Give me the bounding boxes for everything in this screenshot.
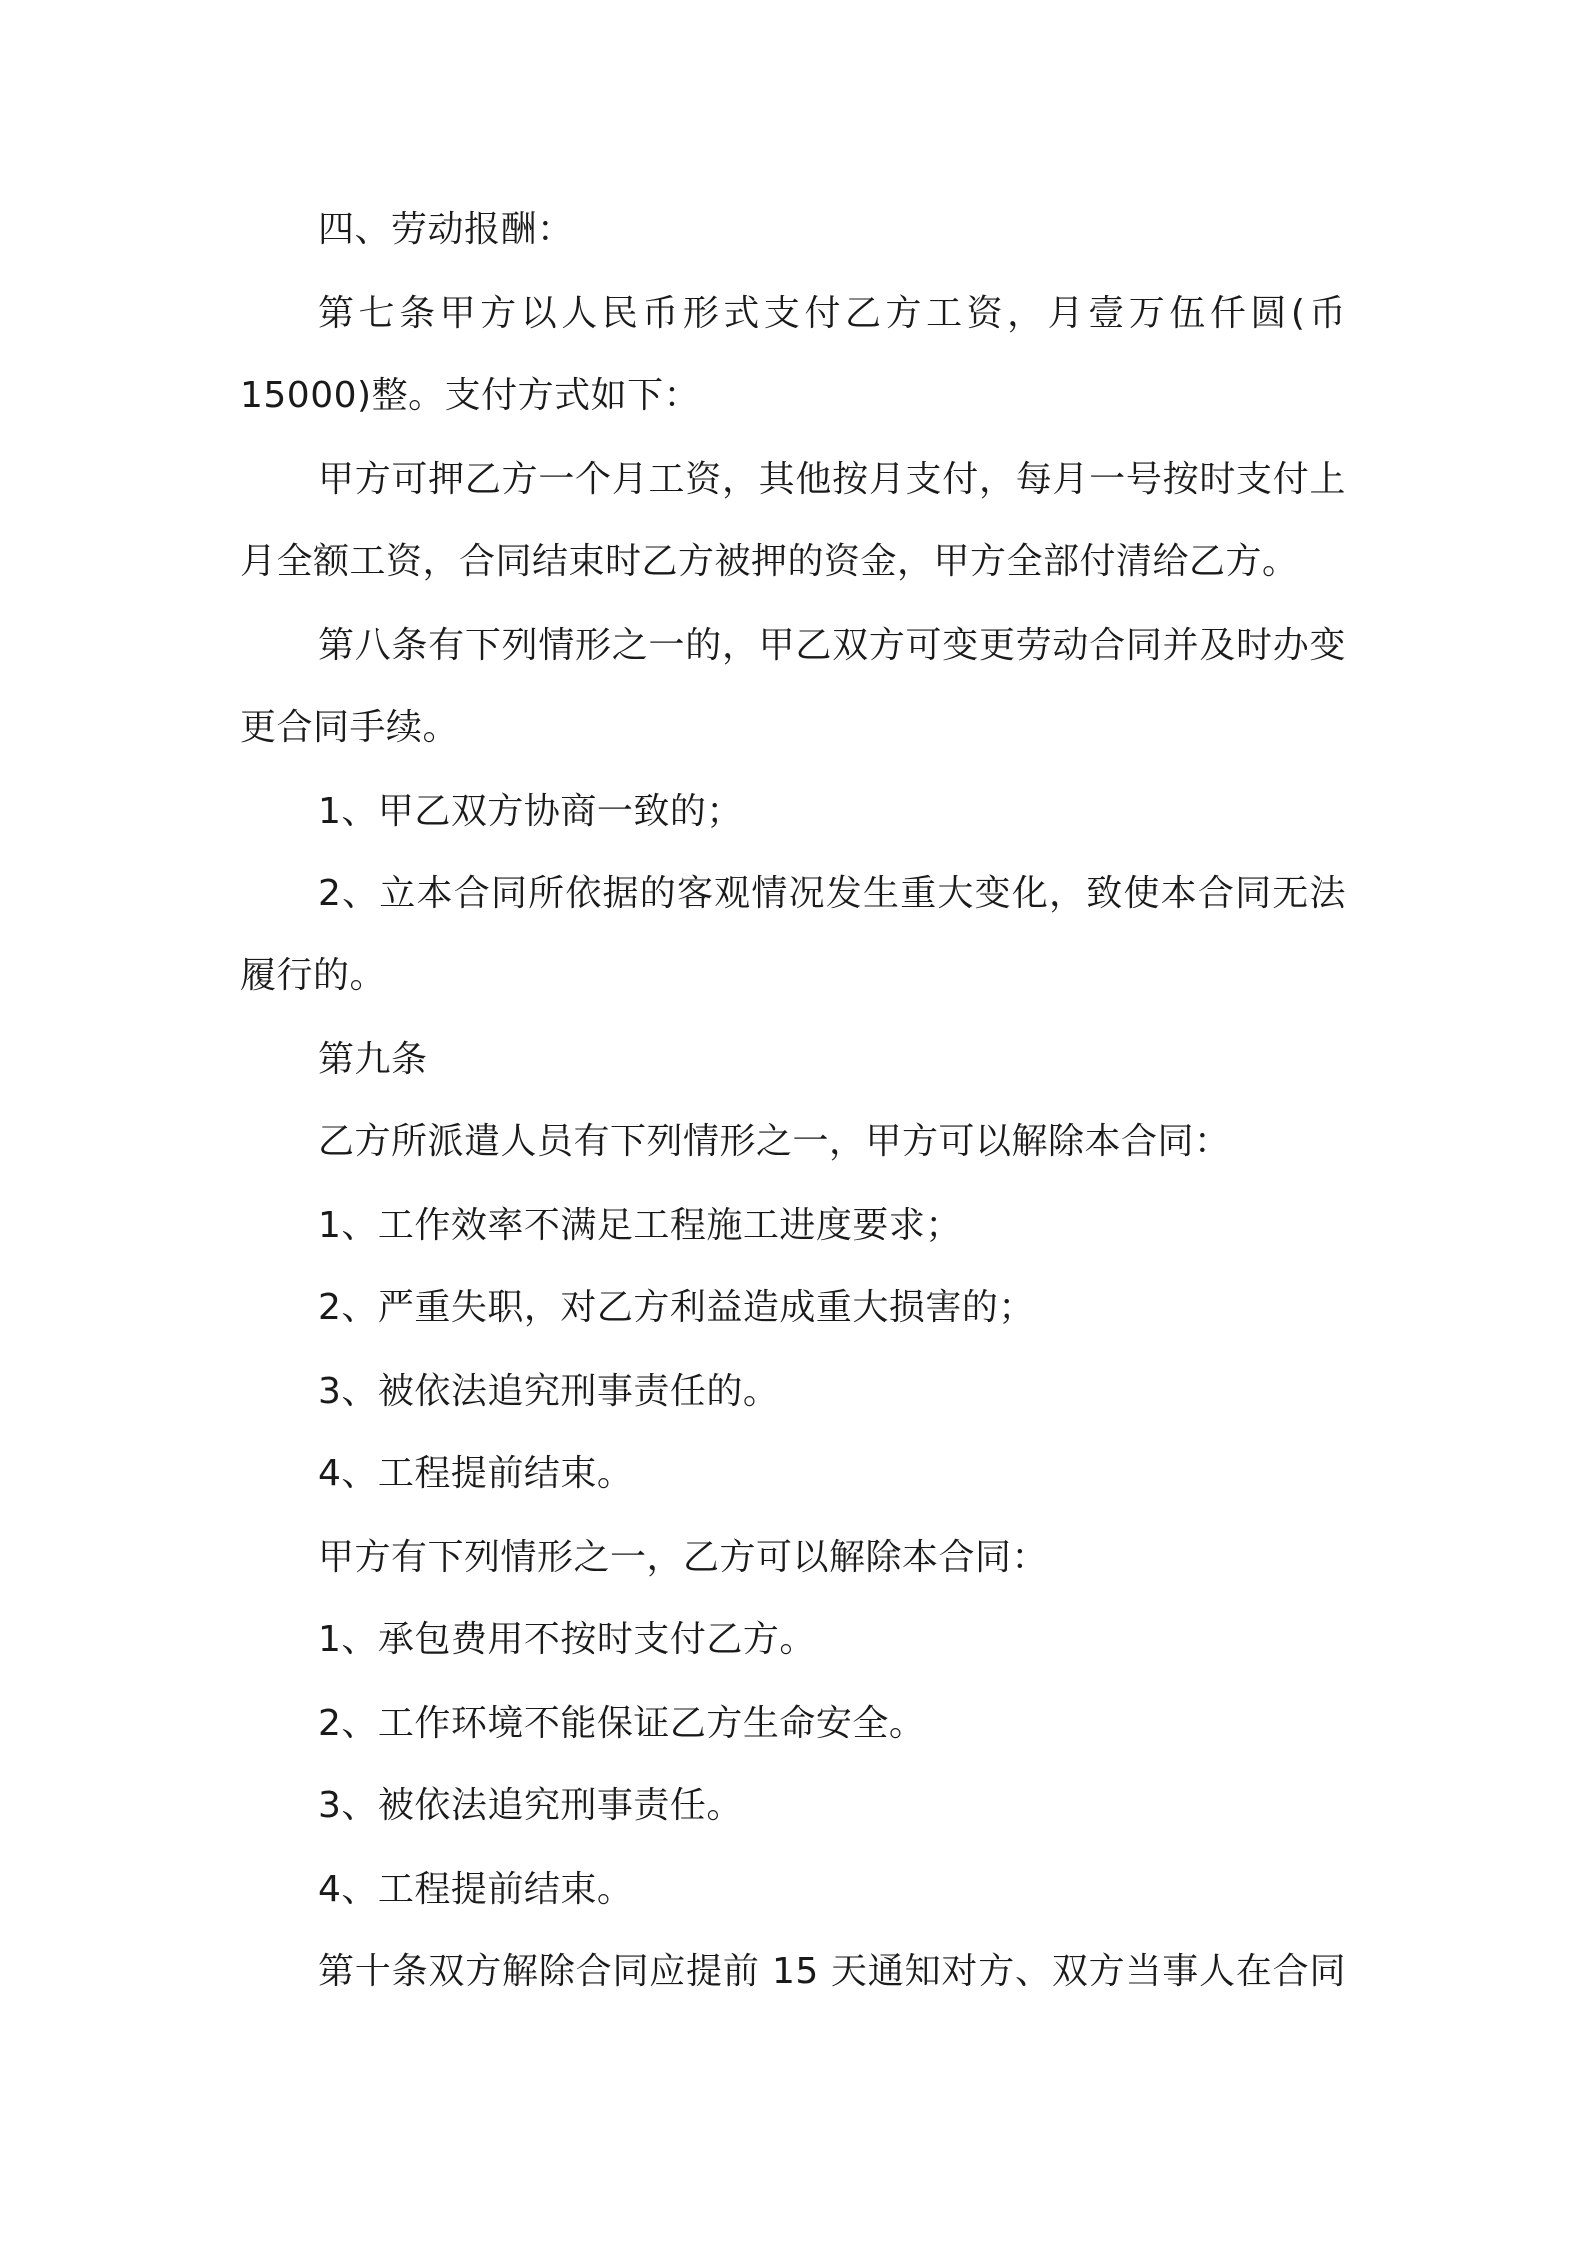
article-7-line-1: 第七条甲方以人民币形式支付乙方工资，月壹万伍仟圆(币 — [318, 293, 1346, 334]
paragraph-deposit-line-2: 月全额工资，合同结束时乙方被押的资金，甲方全部付清给乙方。 — [240, 541, 1299, 582]
article-8-item-1: 1、甲乙双方协商一致的； — [318, 791, 743, 832]
section-heading: 四、劳动报酬： — [318, 209, 574, 250]
party-a-item-3: 3、被依法追究刑事责任。 — [318, 1785, 743, 1826]
party-a-item-4: 4、工程提前结束。 — [318, 1869, 634, 1910]
article-9-heading: 第九条 — [318, 1039, 428, 1080]
article-10-line-1: 第十条双方解除合同应提前 15 天通知对方、双方当事人在合同 — [318, 1951, 1346, 1992]
article-9-intro: 乙方所派遣人员有下列情形之一，甲方可以解除本合同： — [318, 1121, 1231, 1162]
party-a-item-2: 2、工作环境不能保证乙方生命安全。 — [318, 1703, 926, 1744]
article-8-line-1: 第八条有下列情形之一的，甲乙双方可变更劳动合同并及时办变 — [318, 625, 1346, 666]
party-a-termination-intro: 甲方有下列情形之一，乙方可以解除本合同： — [318, 1537, 1049, 1578]
article-8-item-2-line-2: 履行的。 — [240, 955, 387, 996]
article-9-item-3: 3、被依法追究刑事责任的。 — [318, 1371, 780, 1412]
article-8-line-2: 更合同手续。 — [240, 707, 460, 748]
article-9-item-1: 1、工作效率不满足工程施工进度要求； — [318, 1205, 962, 1246]
article-7-line-2: 15000)整。支付方式如下： — [240, 375, 701, 416]
paragraph-deposit-line-1: 甲方可押乙方一个月工资，其他按月支付，每月一号按时支付上 — [318, 459, 1346, 500]
article-9-item-4: 4、工程提前结束。 — [318, 1453, 634, 1494]
article-9-item-2: 2、严重失职，对乙方利益造成重大损害的； — [318, 1287, 1035, 1328]
party-a-item-1: 1、承包费用不按时支付乙方。 — [318, 1619, 816, 1660]
article-8-item-2-line-1: 2、立本合同所依据的客观情况发生重大变化，致使本合同无法 — [318, 873, 1346, 914]
